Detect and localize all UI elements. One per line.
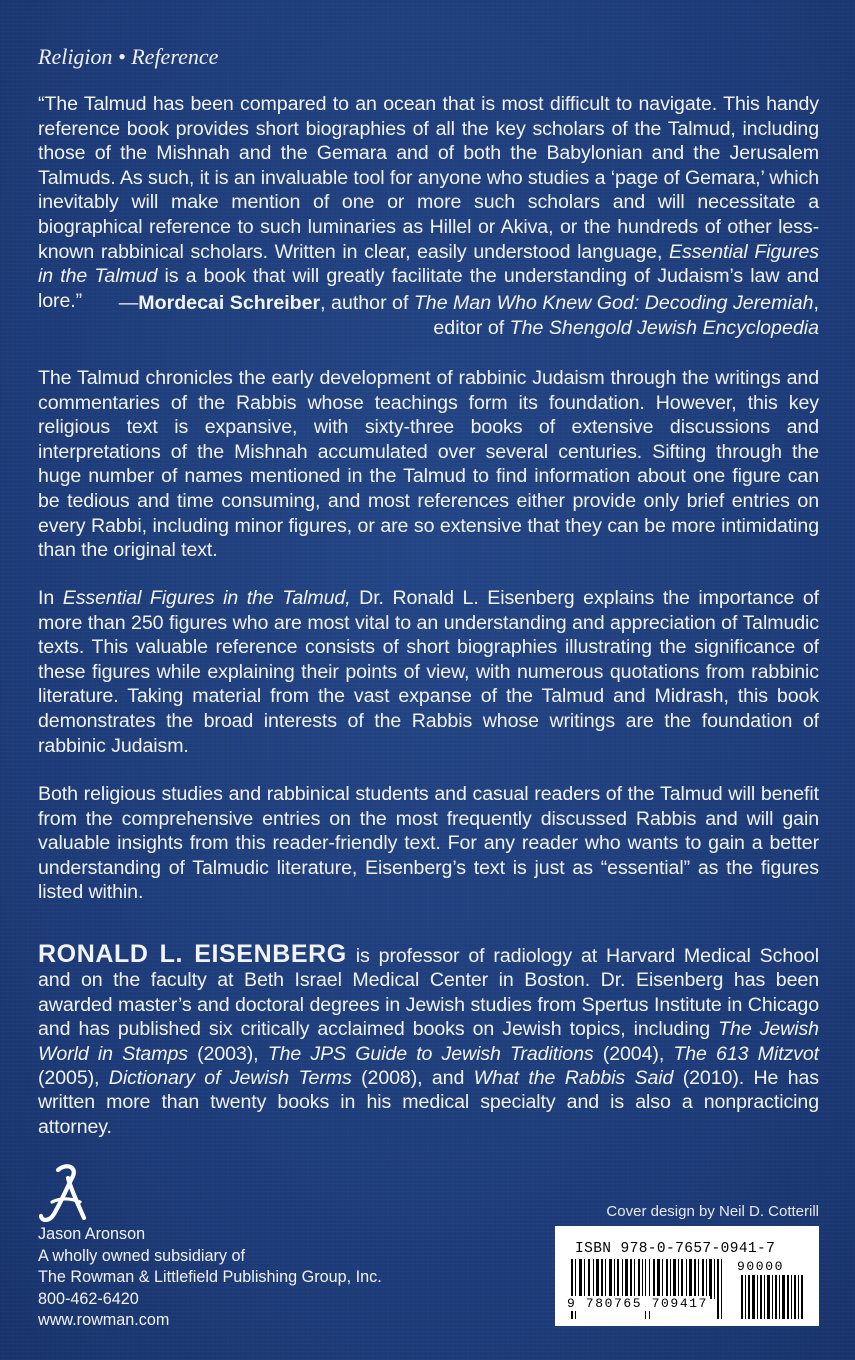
description-paragraph-3: Both religious studies and rabbinical students and casual readers of the Talmud will benefit from the comprehensive entries on the most frequently discussed Rabbis and will gain valuable insights from this reader-friendly text. For any reader who wants to gain a better understanding of Talmudic literature, Eisenberg’s text is just as “essential” as the figures listed within. xyxy=(38,783,819,904)
publisher-subsidiary: A wholly owned subsidiary of xyxy=(38,1246,245,1265)
quote-text: “The Talmud has been compared to an ocean that is most difficult to navigate. This handy reference book provides short biographies of all the key scholars of the Talmud, including those of the Mishnah and the Gemara and of both the Babylonian and the Jerusalem Talmuds. As such, it is an invaluable tool for anyone who studies a ‘page of Gemara,’ which inevitably will make mention of one or more such scholars and will necessitate a biographical reference to such luminaries as Hillel or Akiva, or the hundreds of other less-known rabbinical scholars. Written in clear, easily understood language, xyxy=(38,93,819,263)
bio-text-1: is professor of radiology at Harvard Medical School and on the faculty at Beth Israel Medical Center in Boston. Dr. Eisenberg has been awarded master’s and doctoral degrees in Jewish studies from Spertus Institute in Chicago and has published six critically acclaimed books on Jewish topics, including xyxy=(38,945,819,1041)
bio-book-4: Dictionary of Jewish Terms xyxy=(108,1067,352,1090)
p2-start: In xyxy=(38,587,63,609)
publisher-name: Jason Aronson xyxy=(38,1225,146,1243)
isbn-barcode xyxy=(555,1226,819,1326)
bio-year-2: (2004), xyxy=(593,1042,674,1065)
attribution-editor-of: editor of xyxy=(433,316,510,339)
attribution-dash: — xyxy=(118,292,139,314)
attribution-editor-book: The Shengold Jewish Encyclopedia xyxy=(509,316,819,339)
author-bio xyxy=(38,942,819,1139)
isbn-text: ISBN 978-0-7657-0941-7 xyxy=(575,1241,776,1257)
endorsement-quote xyxy=(38,92,819,313)
attribution-author: Mordecai Schreiber xyxy=(138,292,321,314)
author-name: RONALD L. EISENBERG xyxy=(38,940,347,968)
ja-monogram-icon xyxy=(38,1164,88,1226)
p2-book-title: Essential Figures in the Talmud, xyxy=(62,587,351,609)
price-digits: 90000 xyxy=(737,1259,785,1274)
bio-book-3: The 613 Mitzvot xyxy=(673,1042,819,1065)
bio-year-3: (2005), xyxy=(38,1067,109,1090)
quote-text-end: is a book that will greatly facilitate the understanding of Judaism’s law and lore.” xyxy=(38,265,819,312)
bio-text-2: (2010). He has written more than twenty books in his medical specialty and is also a nonpracticing attorney. xyxy=(38,1067,819,1138)
publisher-website: www.rowman.com xyxy=(38,1311,170,1329)
cover-credit: Cover design by Neil D. Cotterill xyxy=(606,1203,819,1220)
publisher-parent: The Rowman & Littlefield Publishing Group, Inc. xyxy=(38,1268,382,1286)
description-paragraph-2 xyxy=(38,586,819,758)
attribution-author-book: The Man Who Knew God: Decoding Jeremiah xyxy=(413,292,814,314)
publisher-info xyxy=(38,1224,382,1332)
bio-book-5: What the Rabbis Said xyxy=(473,1067,674,1090)
bio-book-1: The Jewish World in Stamps xyxy=(38,1018,819,1065)
publisher-phone: 800-462-6420 xyxy=(38,1289,139,1308)
p2-rest: Dr. Ronald L. Eisenberg explains the importance of more than 250 figures who are most vital to an understanding and appreciation of Talmudic texts. This valuable reference consists of short biographies illustrating the significance of these figures while explaining their points of view, with numerous quotations from rabbinic literature. Taking material from the vast expanse of the Talmud and Midrash, this book demonstrates the broad interests of the Rabbis whose writings are the foundation of rabbinic Judaism. xyxy=(38,587,819,757)
quote-book-title: Essential Figures in the Talmud xyxy=(38,240,819,288)
bio-year-1: (2003), xyxy=(187,1042,268,1065)
bio-book-2: The JPS Guide to Jewish Traditions xyxy=(267,1042,594,1065)
attribution-author-of: , author of xyxy=(320,292,414,314)
bio-year-4: (2008), and xyxy=(351,1067,474,1090)
category-label: Religion • Reference xyxy=(38,44,219,69)
description-paragraph-1: The Talmud chronicles the early development of rabbinic Judaism through the writings and commentaries of the Rabbis whose teachings form its foundation. However, this key religious text is expansive, with sixty-three books of extensive discussions and interpretations of the Mishnah accumulated over several centuries. Sifting through the huge number of names mentioned in the Talmud to find information about one figure can be tedious and time consuming, and most references either provide only brief entries on every Rabbi, including minor figures, or are so extensive that they can be more intimidating than the original text. xyxy=(38,367,819,562)
attribution-comma: , xyxy=(813,292,819,314)
ean-digits: 9 780765 709417 xyxy=(567,1296,709,1311)
quote-attribution xyxy=(38,291,819,340)
